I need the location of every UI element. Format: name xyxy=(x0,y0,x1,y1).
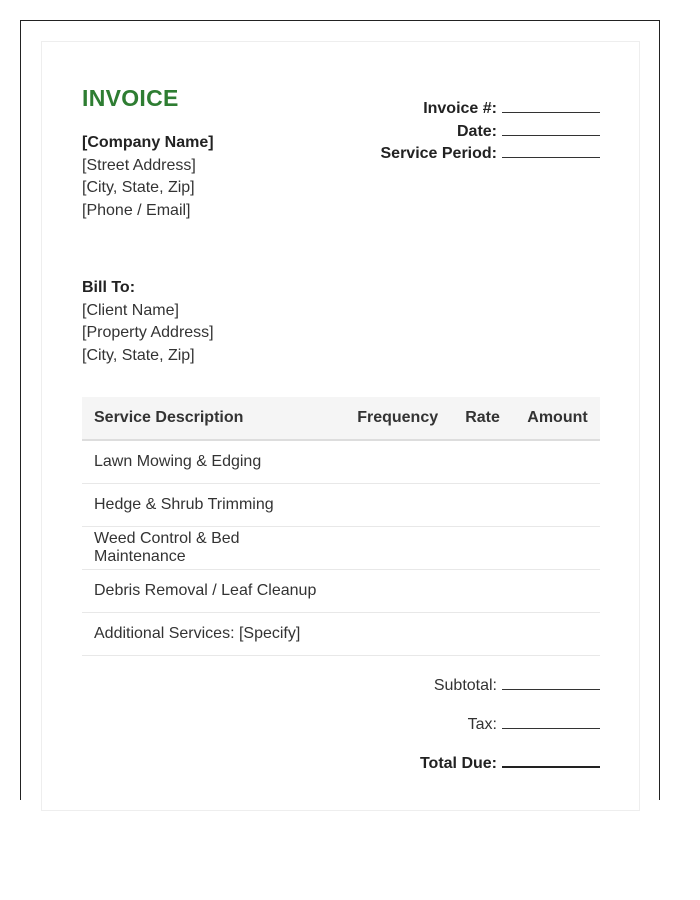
col-frequency: Frequency xyxy=(345,397,450,440)
table-row xyxy=(82,613,600,656)
col-amount: Amount xyxy=(515,397,600,440)
tax-label: Tax: xyxy=(467,715,497,733)
table-header-row xyxy=(82,397,600,440)
service-cell: Weed Control & Bed Maintenance xyxy=(82,527,345,570)
rate-cell[interactable] xyxy=(450,613,515,656)
col-rate: Rate xyxy=(450,397,515,440)
property-address: [Property Address] xyxy=(82,324,214,341)
amount-cell[interactable] xyxy=(515,440,600,484)
bill-to-label: Bill To: xyxy=(82,279,136,296)
client-name: [Client Name] xyxy=(82,301,179,319)
totals-block xyxy=(420,675,600,791)
company-street: [Street Address] xyxy=(82,156,196,174)
invoice-number-label: Invoice #: xyxy=(423,100,497,117)
rate-cell[interactable] xyxy=(450,570,515,613)
company-info xyxy=(82,132,214,222)
rate-cell[interactable] xyxy=(450,484,515,527)
tax-row xyxy=(420,714,600,753)
frequency-cell[interactable] xyxy=(345,527,450,570)
service-period-blank[interactable] xyxy=(502,143,600,158)
table-row xyxy=(82,440,600,484)
amount-cell[interactable] xyxy=(515,570,600,613)
total-due-blank[interactable] xyxy=(502,752,600,768)
service-period-row xyxy=(381,143,601,166)
table-row xyxy=(82,527,600,570)
total-due-label: Total Due: xyxy=(419,755,497,772)
company-contact: [Phone / Email] xyxy=(82,201,191,219)
service-cell: Hedge & Shrub Trimming xyxy=(82,484,345,527)
service-cell: Additional Services: [Specify] xyxy=(82,613,345,656)
invoice-title: INVOICE xyxy=(82,85,179,111)
amount-cell[interactable] xyxy=(515,527,600,570)
rate-cell[interactable] xyxy=(450,527,515,570)
invoice-number-blank[interactable] xyxy=(502,98,600,113)
invoice-number-row xyxy=(381,98,601,121)
frequency-cell[interactable] xyxy=(345,440,450,484)
tax-blank[interactable] xyxy=(502,714,600,729)
subtotal-label: Subtotal: xyxy=(433,677,497,694)
subtotal-row xyxy=(420,675,600,714)
date-label: Date: xyxy=(456,122,497,140)
amount-cell[interactable] xyxy=(515,484,600,527)
company-name: [Company Name] xyxy=(82,134,214,151)
frequency-cell[interactable] xyxy=(345,570,450,613)
company-city: [City, State, Zip] xyxy=(82,179,195,196)
frequency-cell[interactable] xyxy=(345,484,450,527)
bill-to-block xyxy=(82,277,214,367)
table-row xyxy=(82,570,600,613)
table-row xyxy=(82,484,600,527)
date-row xyxy=(381,121,601,144)
col-service-description: Service Description xyxy=(82,397,345,440)
services-table xyxy=(82,397,600,656)
invoice-meta xyxy=(381,98,601,166)
rate-cell[interactable] xyxy=(450,440,515,484)
service-cell: Lawn Mowing & Edging xyxy=(82,440,345,484)
amount-cell[interactable] xyxy=(515,613,600,656)
frequency-cell[interactable] xyxy=(345,613,450,656)
subtotal-blank[interactable] xyxy=(502,675,600,690)
date-blank[interactable] xyxy=(502,121,600,136)
client-city: [City, State, Zip] xyxy=(82,346,195,364)
service-cell: Debris Removal / Leaf Cleanup xyxy=(82,570,345,613)
total-due-row xyxy=(420,752,600,791)
service-period-label: Service Period: xyxy=(380,145,497,162)
